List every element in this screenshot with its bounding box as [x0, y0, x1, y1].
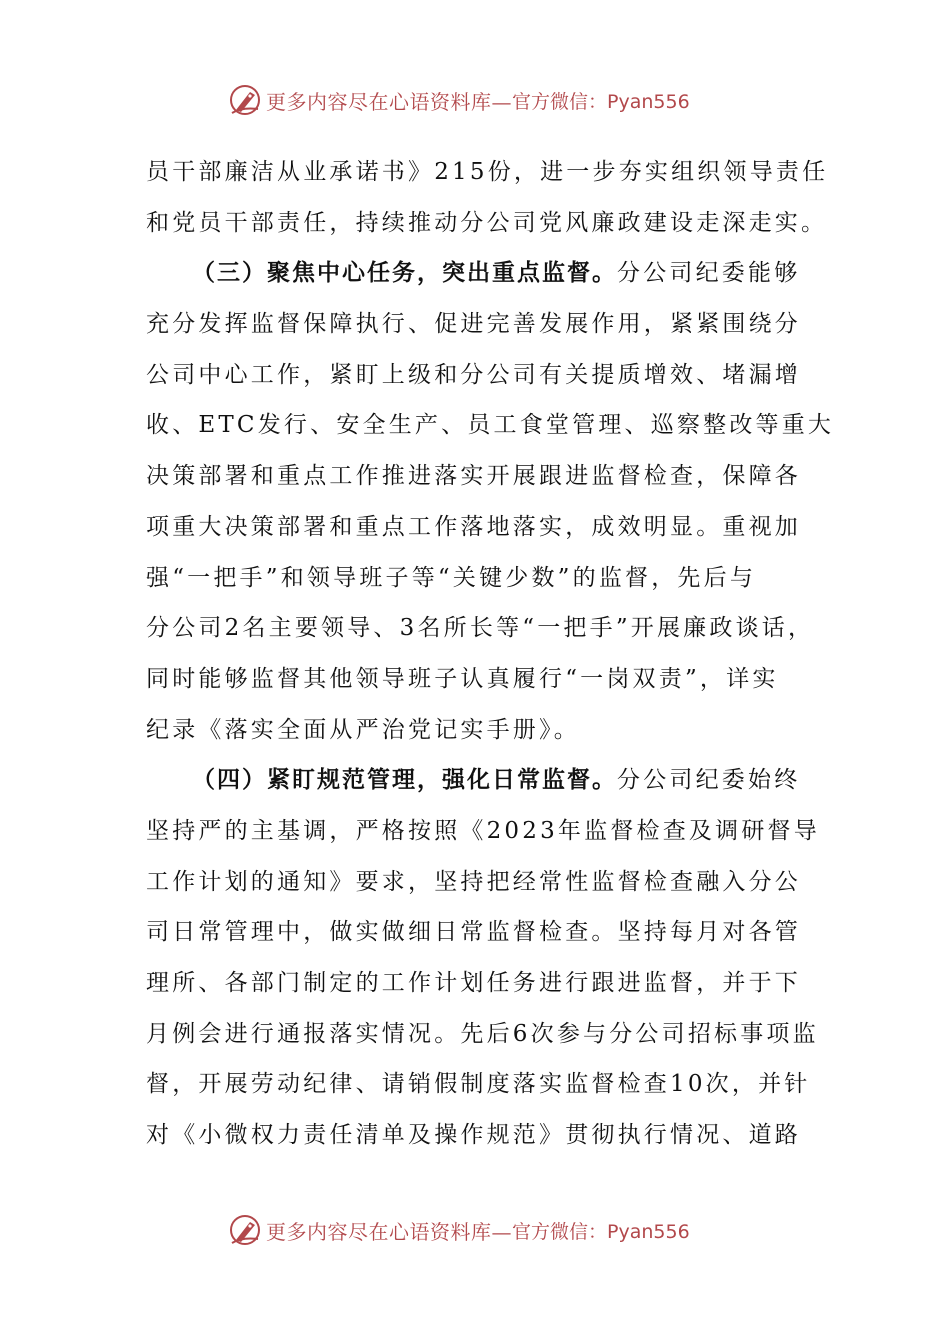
site-name-text: 更多内容尽在心语资料库— [266, 89, 512, 114]
text-line: 项重大决策部署和重点工作落地落实，成效明显。重视加 [146, 513, 801, 540]
text-line: 工作计划的通知》要求，坚持把经常性监督检查融入分公 [146, 868, 801, 895]
header-banner [228, 80, 690, 120]
pen-nib-logo-icon [228, 83, 262, 117]
text-line: 司日常管理中，做实做细日常监督检查。坚持每月对各管 [146, 919, 801, 946]
text-line: 和党员干部责任，持续推动分公司党风廉政建设走深走实。 [146, 209, 828, 236]
document-body [146, 147, 835, 1161]
text-span: 分公司纪委能够 [617, 260, 801, 287]
text-line: 纪录《落实全面从严治党记实手册》。 [146, 716, 580, 743]
section-heading-4: （四）紧盯规范管理，强化日常监督。 [192, 767, 617, 794]
text-line: 强“一把手”和领导班子等“关键少数”的监督，先后与 [146, 564, 757, 591]
footer-banner [228, 1210, 690, 1250]
text-line: 同时能够监督其他领导班子认真履行“一岗双责”，详实 [146, 665, 779, 692]
text-line: 分公司2名主要领导、3名所长等“一把手”开展廉政谈话， [146, 615, 815, 642]
text-line: 对《小微权力责任清单及操作规范》贯彻执行情况、道路 [146, 1122, 801, 1149]
section-heading-3: （三）聚焦中心任务，突出重点监督。 [192, 260, 617, 287]
wechat-text: 官方微信：Pyan556 [512, 1220, 690, 1243]
text-line: 决策部署和重点工作推进落实开展跟进监督检查，保障各 [146, 463, 801, 490]
text-line: 理所、各部门制定的工作计划任务进行跟进监督，并于下 [146, 970, 801, 996]
text-line: 员干部廉洁从业承诺书》215份，进一步夯实组织领导责任 [146, 159, 829, 185]
wechat-text: 官方微信：Pyan556 [512, 90, 690, 113]
paragraph-first-line [146, 755, 811, 806]
text-line: 月例会进行通报落实情况。先后6次参与分公司招标事项监 [146, 1020, 819, 1047]
text-line: 公司中心工作，紧盯上级和分公司有关提质增效、堵漏增 [146, 361, 801, 388]
site-name-text: 更多内容尽在心语资料库— [266, 1219, 512, 1244]
text-line: 坚持严的主基调，严格按照《2023年监督检查及调研督导 [146, 817, 820, 844]
text-span: 分公司纪委始终 [617, 767, 801, 794]
pen-nib-logo-icon [228, 1213, 262, 1247]
paragraph-first-line [146, 248, 811, 299]
text-line: 督，开展劳动纪律、请销假制度落实监督检查10次，并针 [146, 1071, 811, 1098]
text-line: 收、ETC发行、安全生产、员工食堂管理、巡察整改等重大 [146, 412, 835, 439]
text-line: 充分发挥监督保障执行、促进完善发展作用，紧紧围绕分 [146, 311, 801, 338]
